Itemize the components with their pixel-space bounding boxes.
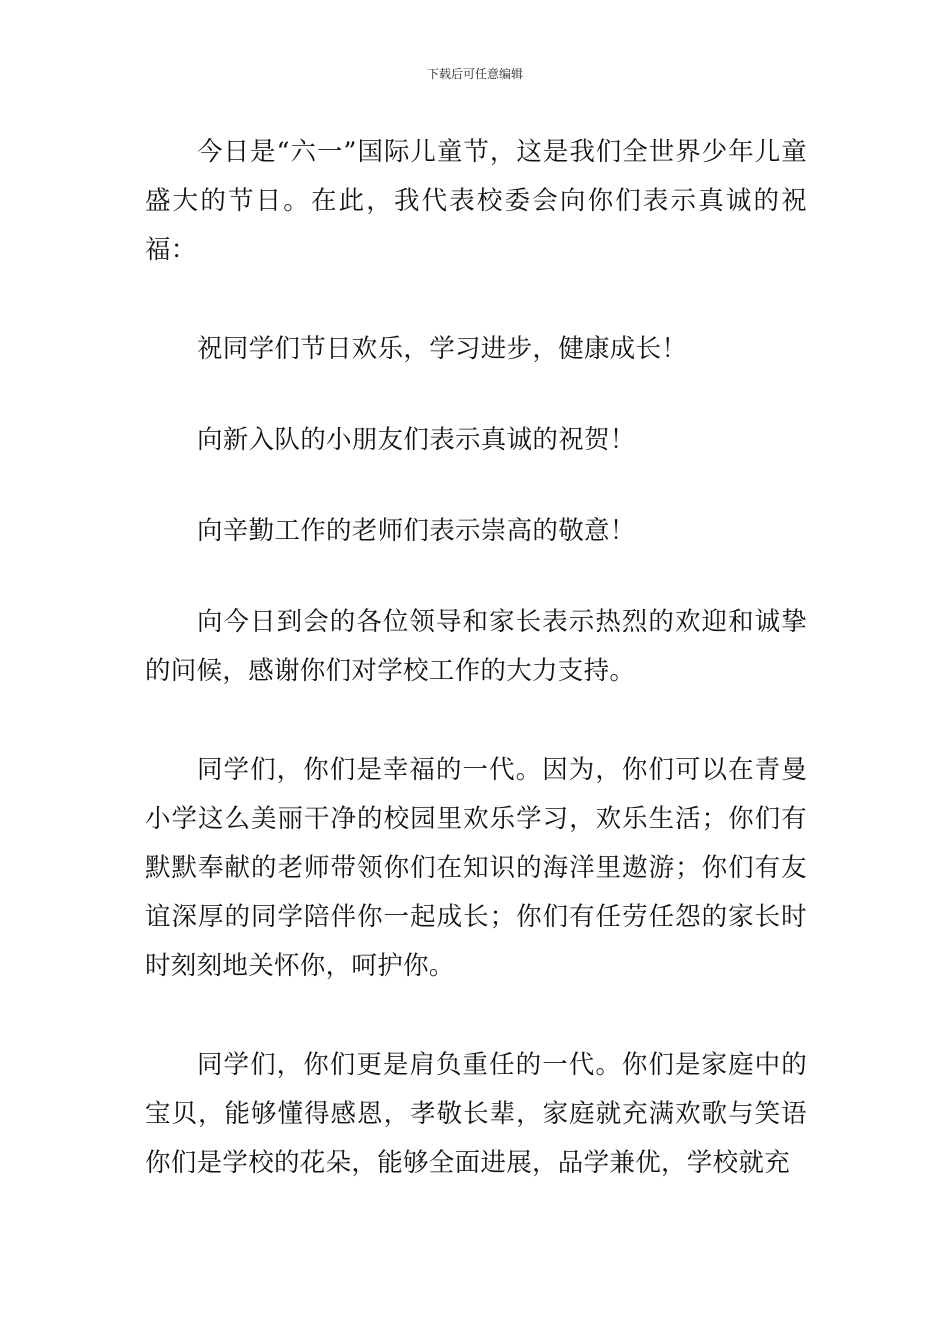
document-body	[145, 128, 807, 1188]
paragraph-respect-teachers: 向辛勤工作的老师们表示崇高的敬意！	[197, 516, 636, 546]
paragraph-congrats-new-members: 向新入队的小朋友们表示真诚的祝贺！	[197, 425, 636, 455]
paragraph-happy-generation: 同学们，你们是幸福的一代。因为，你们可以在青曼小学这么美丽干净的校园里欢乐学习，欢乐生活；你们有默默奉献的老师带领你们在知识的海洋里遨游；你们有友谊深厚的同学陪伴你一起成长；你们有任劳任怨的家长时时刻刻地关怀你，呵护你。	[145, 755, 807, 981]
paragraph-greeting: 今日是“六一”国际儿童节，这是我们全世界少年儿童盛大的节日。在此，我代表校委会向你们表示真诚的祝福：	[145, 137, 807, 265]
paragraph-wish-students: 祝同学们节日欢乐，学习进步，健康成长！	[197, 334, 688, 364]
paragraph-responsible-generation: 同学们，你们更是肩负重任的一代。你们是家庭中的宝贝，能够懂得感恩，孝敬长辈，家庭就充满欢歌与笑语你们是学校的花朵，能够全面进展，品学兼优，学校就充	[145, 1050, 807, 1178]
header-note: 下载后可任意编辑	[426, 67, 523, 81]
paragraph-welcome-guests: 向今日到会的各位领导和家长表示热烈的欢迎和诚挚的问候，感谢你们对学校工作的大力支持。	[145, 607, 807, 686]
